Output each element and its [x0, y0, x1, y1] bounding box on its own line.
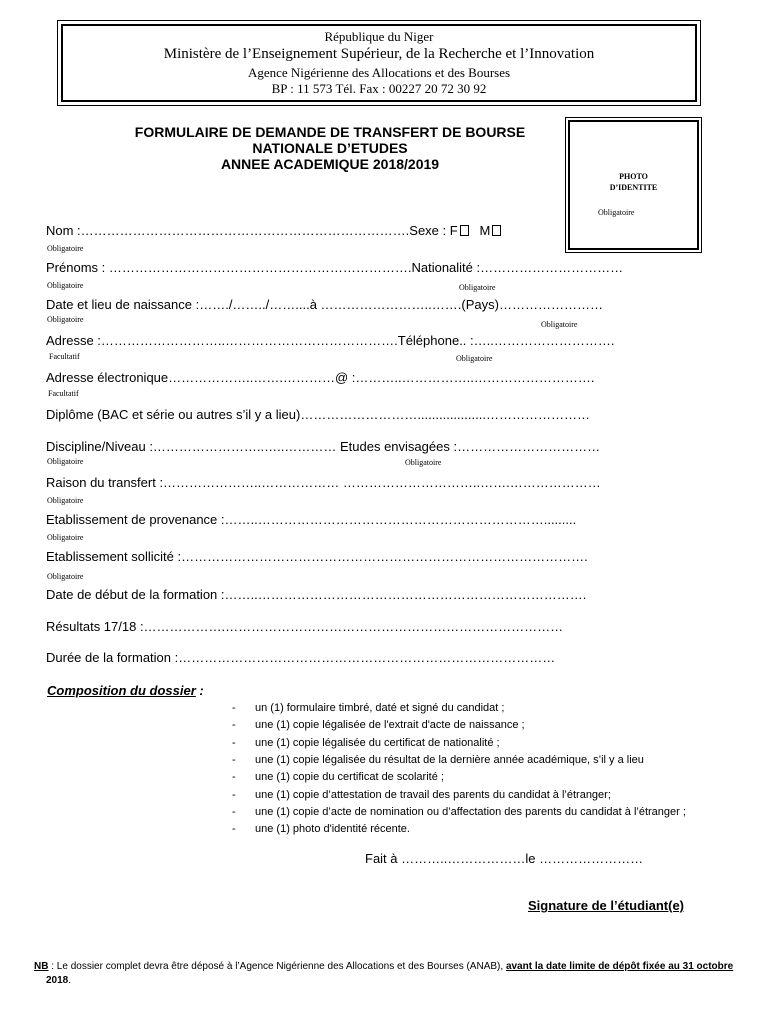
composition-item: une (1) photo d'identité récente.	[255, 823, 410, 835]
header-contact: BP : 11 573 Tél. Fax : 00227 20 72 30 92	[271, 81, 487, 96]
duree-field[interactable]: Durée de la formation :……………………………………………………………………………	[46, 650, 556, 665]
pays-required-note: Obligatoire	[541, 320, 578, 329]
fait-a-field[interactable]: Fait à ………..………………le ……………………	[365, 851, 644, 866]
list-dash: -	[232, 771, 236, 783]
composition-item: une (1) copie légalisée du résultat de la dernière année académique, s’il y a lieu	[255, 754, 644, 766]
form-title-line3: ANNEE ACADEMIQUE 2018/2019	[220, 156, 440, 172]
provenance-required-note: Obligatoire	[47, 533, 84, 542]
provenance-field[interactable]: Etablissement de provenance :……..………………………………………………………….........	[46, 512, 577, 527]
adresse-optional-note: Facultatif	[49, 352, 80, 361]
composition-item: une (1) copie légalisée du certificat de nationalité ;	[255, 737, 500, 749]
adresse-field[interactable]: Adresse :………………………..………………………………….Téléphone.. :…..……………………….	[46, 333, 615, 348]
nb-label: NB	[34, 961, 49, 972]
nb-text: : Le dossier complet devra être déposé à l’Agence Nigérienne des Allocations et des Bourses (ANAB),	[48, 961, 506, 972]
composition-heading: Composition du dossier :	[47, 683, 204, 698]
sexe-m-label: M	[479, 223, 491, 238]
header-agency: Agence Nigérienne des Allocations et des Bourses	[247, 65, 511, 80]
composition-item: une (1) copie d’acte de nomination ou d’affectation des parents du candidat à l’étranger ;	[255, 806, 686, 818]
photo-label-line2: D’IDENTITE	[609, 183, 658, 192]
resultats-field[interactable]: Résultats 17/18 :……………….……………………………………………………………………	[46, 619, 564, 634]
form-title-line2: NATIONALE D’ETUDES	[252, 140, 408, 156]
nationalite-required-note: Obligatoire	[459, 283, 496, 292]
naissance-required-note: Obligatoire	[47, 315, 84, 324]
list-dash: -	[232, 789, 236, 801]
nb-year: 2018	[46, 975, 69, 986]
composition-item: une (1) copie légalisée de l'extrait d'acte de naissance ;	[255, 719, 525, 731]
email-optional-note: Facultatif	[48, 389, 79, 398]
nb-deadline: avant la date limite de dépôt fixée au 31 octobre	[505, 961, 734, 972]
composition-item: une (1) copie d’attestation de travail des parents du candidat à l’étranger;	[255, 789, 611, 801]
etudes-required-note: Obligatoire	[405, 458, 442, 467]
telephone-required-note: Obligatoire	[456, 354, 493, 363]
raison-required-note: Obligatoire	[47, 496, 84, 505]
naissance-field[interactable]: Date et lieu de naissance :……./……../……....à ……………………..…….(Pays)……………………	[46, 297, 603, 312]
composition-item: une (1) copie du certificat de scolarité ;	[255, 771, 444, 783]
raison-field[interactable]: Raison du transfert :…………………..……………… …………………………..…….…………………	[46, 475, 601, 490]
list-dash: -	[232, 823, 236, 835]
form-title-line1: FORMULAIRE DE DEMANDE DE TRANSFERT DE BOURSE	[134, 124, 526, 140]
signature-label: Signature de l’étudiant(e)	[528, 898, 685, 913]
nom-required-note: Obligatoire	[47, 244, 84, 253]
list-dash: -	[232, 737, 236, 749]
diplome-field[interactable]: Diplôme (BAC et série ou autres s’il y a lieu)………………………...................……………………	[46, 407, 590, 422]
composition-item: un (1) formulaire timbré, daté et signé du candidat ;	[255, 702, 505, 714]
date-debut-field[interactable]: Date de début de la formation :……..………………………………………………………………….	[46, 587, 587, 602]
discipline-field[interactable]: Discipline/Niveau :……………………..…..………… Etudes envisagées :……………………………	[46, 439, 601, 454]
prenoms-required-note: Obligatoire	[47, 281, 84, 290]
sollicite-required-note: Obligatoire	[47, 572, 84, 581]
header-country: République du Niger	[324, 29, 434, 44]
email-field[interactable]: Adresse électronique………………..…….…………@ :………..……………..……………………….	[46, 370, 595, 385]
header-ministry: Ministère de l’Enseignement Supérieur, de la Recherche et l’Innovation	[163, 46, 595, 62]
list-dash: -	[232, 719, 236, 731]
list-dash: -	[232, 754, 236, 766]
discipline-required-note: Obligatoire	[47, 457, 84, 466]
nb-note: NB : Le dossier complet devra être déposé à l’Agence Nigérienne des Allocations et des Bourses (ANAB), avant la date limite de dépôt fixée au 31 octobre 2018.	[34, 961, 734, 986]
photo-required-note: Obligatoire	[598, 208, 635, 217]
nom-field[interactable]	[46, 223, 501, 238]
list-dash: -	[232, 806, 236, 818]
nom-label: Nom :………………………………………………………………….Sexe : F	[46, 223, 458, 238]
prenoms-field[interactable]: Prénoms : …………………………………………………………….Nationalité :……………………………	[46, 260, 624, 275]
sexe-f-checkbox[interactable]	[460, 225, 469, 236]
list-dash: -	[232, 702, 236, 714]
sexe-m-checkbox[interactable]	[492, 225, 501, 236]
sollicite-field[interactable]: Etablissement sollicité :………………………………………………………………………………….	[46, 549, 588, 564]
photo-label-line1: PHOTO	[619, 172, 648, 181]
composition-heading-text: Composition du dossier	[47, 683, 196, 698]
